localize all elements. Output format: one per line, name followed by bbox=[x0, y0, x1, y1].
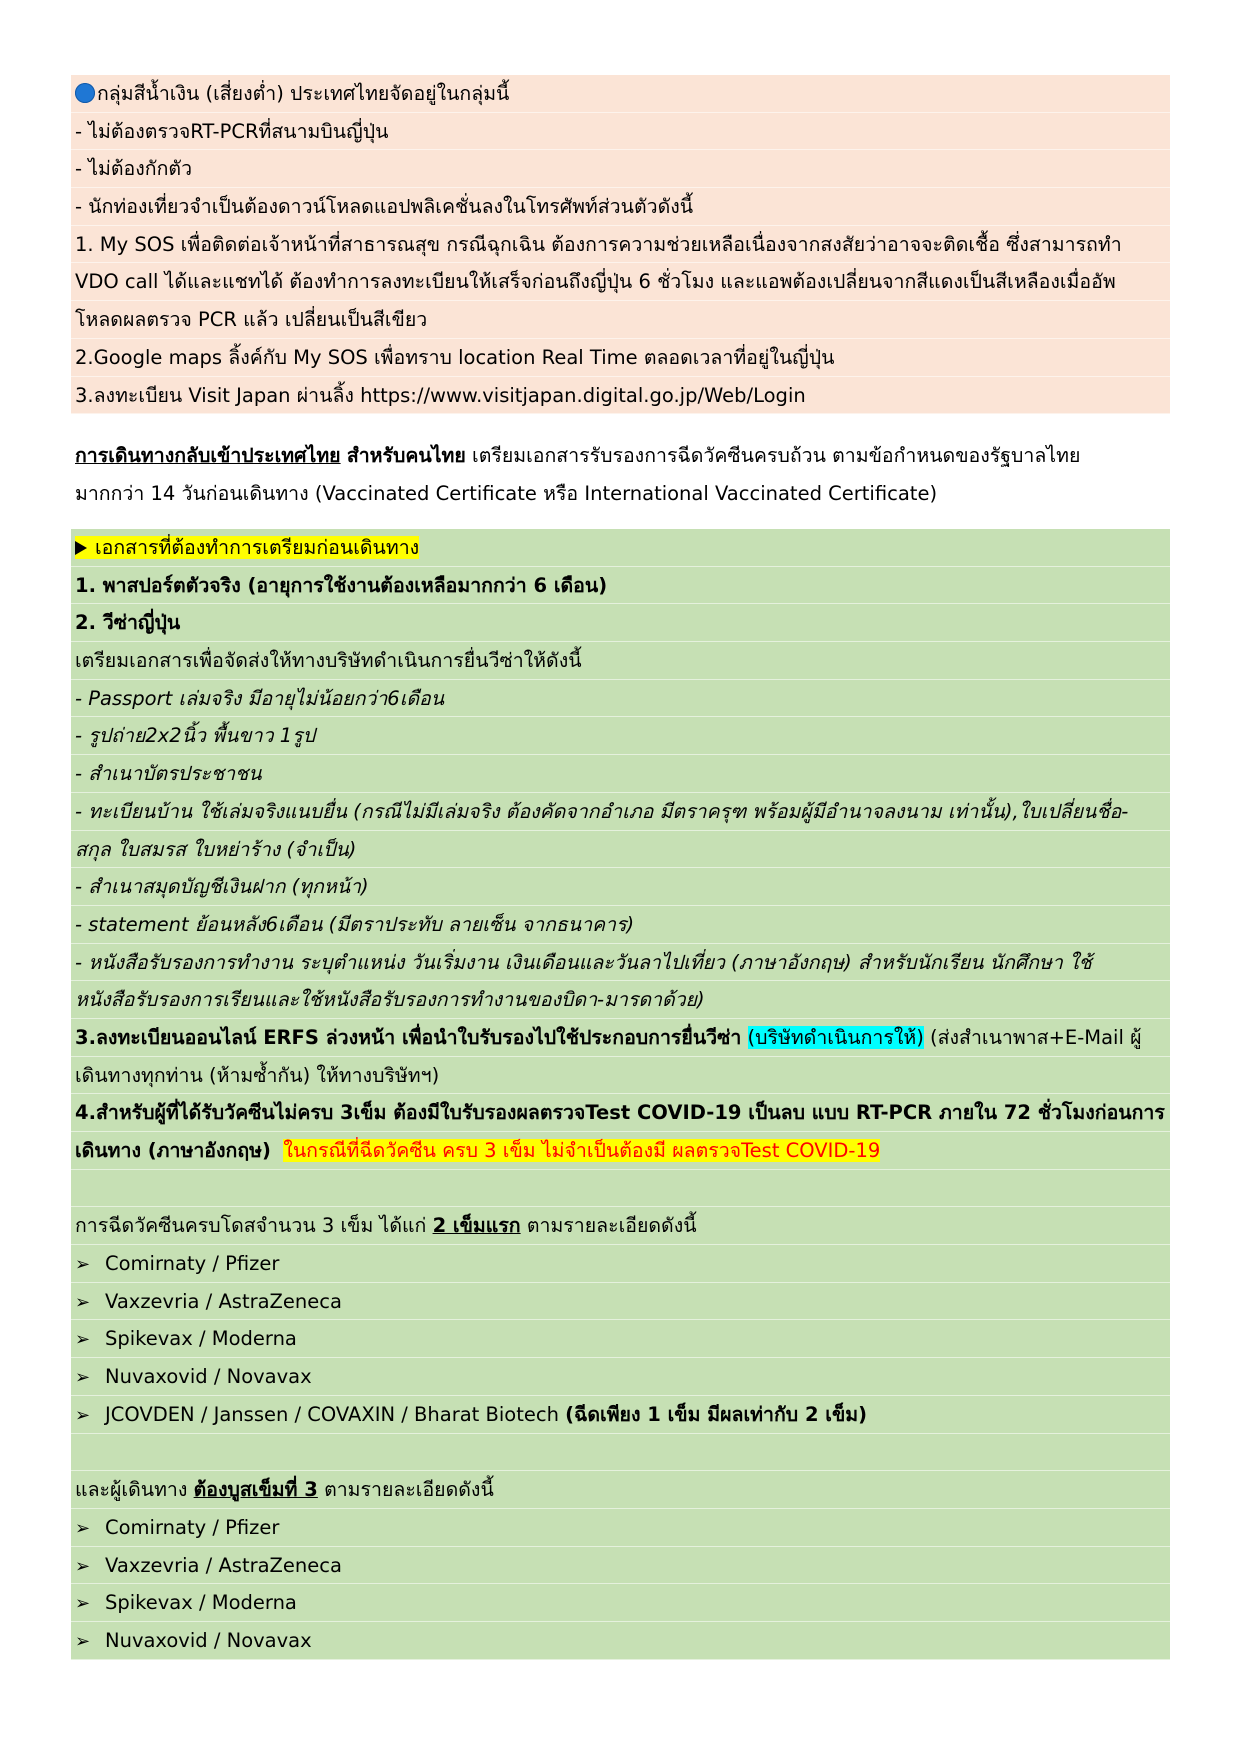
full-dose-intro-line bbox=[71, 1207, 1170, 1245]
return-line-2: มากกว่า 14 วันก่อนเดินทาง (Vaccinated Certificate หรือ International Vaccinated Certificate) bbox=[75, 481, 938, 505]
vaccine-name: Comirnaty / Pfizer bbox=[105, 1252, 280, 1276]
documents-header-line bbox=[71, 529, 1170, 567]
return-for-thai: สำหรับคนไทย bbox=[346, 444, 466, 467]
visa-item: 2. วีซ่าญี่ปุ่น bbox=[71, 604, 1170, 642]
covid-test-item-bold: เดินทาง (ภาษาอังกฤษ) bbox=[75, 1139, 271, 1162]
booster-item bbox=[71, 1584, 1170, 1622]
visa-doc-line: - สำเนาสมุดบัญชีเงินฝาก (ทุกหน้า) bbox=[71, 868, 1170, 906]
full-dose-tail: ตามรายละเอียดดังนี้ bbox=[526, 1214, 697, 1238]
erfs-item-line-2: เดินทางทุกท่าน (ห้ามซ้ำกัน) ให้ทางบริษัทฯ) bbox=[71, 1057, 1170, 1095]
triangle-bullet-icon bbox=[75, 541, 87, 555]
blue-group-line: - นักท่องเที่ยวจำเป็นต้องดาวน์โหลดแอปพลิเคชั่นลงในโทรศัพท์ส่วนตัวดังนี้ bbox=[71, 188, 1170, 226]
blue-group-line: โหลดผลตรวจ PCR แล้ว เปลี่ยนเป็นสีเขียว bbox=[71, 301, 1170, 339]
arrow-bullet-icon: ➢ bbox=[75, 1555, 91, 1577]
documents-section bbox=[71, 529, 1170, 1660]
erfs-item-bold: 3.ลงทะเบียนออนไลน์ ERFS ล่วงหน้า เพื่อนำใบรับรองไปใช้ประกอบการยื่นวีซ่า bbox=[75, 1025, 742, 1049]
blue-group-line: 3.ลงทะเบียน Visit Japan ผ่านลิ้ง https://www.visitjapan.digital.go.jp/Web/Login bbox=[71, 377, 1170, 415]
visa-doc-line: - statement ย้อนหลัง6เดือน (มีตราประทับ ลายเซ็น จากธนาคาร) bbox=[71, 906, 1170, 944]
covid-test-item-line-1: 4.สำหรับผู้ที่ได้รับวัคซีนไม่ครบ 3เข็ม ต้องมีใบรับรองผลตรวจTest COVID-19 เป็นลบ แบบ RT-PCR ภายใน 72 ชั่วโมงก่อนการ bbox=[71, 1094, 1170, 1132]
vaccine-name: JCOVDEN / Janssen / COVAXIN / Bharat Biotech bbox=[105, 1402, 559, 1426]
vaccine-item bbox=[71, 1358, 1170, 1396]
vaccine-item bbox=[71, 1320, 1170, 1358]
blue-group-line: VDO call ได้และแชทได้ ต้องทำการลงทะเบียนให้เสร็จก่อนถึงญี่ปุ่น 6 ชั่วโมง และแอพต้องเปลี่ยนจากสีแดงเป็นสีเหลืองเมื่ออัพ bbox=[71, 263, 1170, 301]
vaccine-name: Spikevax / Moderna bbox=[105, 1327, 297, 1351]
booster-item bbox=[71, 1509, 1170, 1547]
arrow-bullet-icon: ➢ bbox=[75, 1404, 91, 1426]
arrow-bullet-icon: ➢ bbox=[75, 1630, 91, 1652]
covid-test-exemption-note: ในกรณีที่ฉีดวัคซีน ครบ 3 เข็ม ไม่จำเป็นต้องมี ผลตรวจTest COVID-19 bbox=[283, 1139, 881, 1162]
return-to-thailand-paragraph bbox=[71, 437, 1170, 512]
vaccine-name: Vaxzevria / AstraZeneca bbox=[105, 1289, 342, 1313]
vaccine-item bbox=[71, 1396, 1170, 1434]
booster-intro-line bbox=[71, 1471, 1170, 1509]
booster-item bbox=[71, 1622, 1170, 1660]
visa-doc-line: หนังสือรับรองการเรียนและใช้หนังสือรับรองการทำงานของบิดา-มารดาด้วย) bbox=[71, 981, 1170, 1019]
arrow-bullet-icon: ➢ bbox=[75, 1367, 91, 1389]
erfs-item-rest: (ส่งสำเนาพาส+E-Mail ผู้ bbox=[930, 1025, 1142, 1049]
blue-circle-icon bbox=[75, 83, 95, 103]
arrow-bullet-icon: ➢ bbox=[75, 1254, 91, 1276]
full-dose-emph: 2 เข็มแรก bbox=[432, 1214, 521, 1238]
visa-doc-line: สกุล ใบสมรส ใบหย่าร้าง (จำเป็น) bbox=[71, 831, 1170, 869]
booster-emph: ต้องบูสเข็มที่ 3 bbox=[193, 1478, 318, 1502]
vaccine-name: Vaxzevria / AstraZeneca bbox=[105, 1553, 342, 1577]
blue-group-section bbox=[71, 75, 1170, 414]
visa-doc-line: - รูปถ่าย2x2นิ้ว พื้นขาว 1รูป bbox=[71, 717, 1170, 755]
vaccine-item bbox=[71, 1283, 1170, 1321]
arrow-bullet-icon: ➢ bbox=[75, 1517, 91, 1539]
vaccine-item bbox=[71, 1245, 1170, 1283]
blue-group-line: - ไม่ต้องกักตัว bbox=[71, 150, 1170, 188]
arrow-bullet-icon: ➢ bbox=[75, 1329, 91, 1351]
passport-item: 1. พาสปอร์ตตัวจริง (อายุการใช้งานต้องเหลือมากกว่า 6 เดือน) bbox=[71, 567, 1170, 605]
blank-line bbox=[71, 1434, 1170, 1472]
documents-header-text: เอกสารที่ต้องทำการเตรียมก่อนเดินทาง bbox=[95, 536, 420, 559]
vaccine-name: Spikevax / Moderna bbox=[105, 1591, 297, 1615]
visa-intro: เตรียมเอกสารเพื่อจัดส่งให้ทางบริษัทดำเนินการยื่นวีซ่าให้ดังนี้ bbox=[71, 642, 1170, 680]
arrow-bullet-icon: ➢ bbox=[75, 1291, 91, 1313]
erfs-item-line-1 bbox=[71, 1019, 1170, 1057]
blue-group-title: กลุ่มสีน้ำเงิน (เสี่ยงต่ำ) ประเทศไทยจัดอยู่ในกลุ่มนี้ bbox=[97, 82, 510, 105]
visa-doc-line: - Passport เล่มจริง มีอายุไม่น้อยกว่า6เดือน bbox=[71, 680, 1170, 718]
arrow-bullet-icon: ➢ bbox=[75, 1593, 91, 1615]
blank-line bbox=[71, 1170, 1170, 1208]
full-dose-intro: การฉีดวัคซีนครบโดสจำนวน 3 เข็ม ได้แก่ bbox=[75, 1214, 427, 1238]
blue-group-line: 1. My SOS เพื่อติดต่อเจ้าหน้าที่สาธารณสุข กรณีฉุกเฉิน ต้องการความช่วยเหลือเนื่องจากสงสัยว่าอาจจะติดเชื้อ ซึ่งสามารถทำ bbox=[71, 226, 1170, 264]
vaccine-name: Nuvaxovid / Novavax bbox=[105, 1628, 312, 1652]
covid-test-item-line-2 bbox=[71, 1132, 1170, 1170]
blue-group-line: 2.Google maps ลิ้งค์กับ My SOS เพื่อทราบ location Real Time ตลอดเวลาที่อยู่ในญี่ปุ่น bbox=[71, 339, 1170, 377]
blue-group-title-line bbox=[71, 75, 1170, 113]
visa-doc-line: - สำเนาบัตรประชาชน bbox=[71, 755, 1170, 793]
return-heading: การเดินทางกลับเข้าประเทศไทย bbox=[75, 444, 341, 467]
blue-group-line: - ไม่ต้องตรวจRT-PCRที่สนามบินญี่ปุ่น bbox=[71, 113, 1170, 151]
booster-intro: และผู้เดินทาง bbox=[75, 1478, 188, 1502]
erfs-company-note: (บริษัทดำเนินการให้) bbox=[747, 1025, 924, 1049]
booster-item bbox=[71, 1547, 1170, 1585]
vaccine-name: Nuvaxovid / Novavax bbox=[105, 1365, 312, 1389]
return-line-1 bbox=[71, 437, 1170, 475]
documents-header bbox=[75, 536, 419, 559]
vaccine-name: Comirnaty / Pfizer bbox=[105, 1515, 280, 1539]
return-line1-rest: เตรียมเอกสารรับรองการฉีดวัคซีนครบถ้วน ตามข้อกำหนดของรัฐบาลไทย bbox=[472, 444, 1081, 467]
single-dose-note: (ฉีดเพียง 1 เข็ม มีผลเท่ากับ 2 เข็ม) bbox=[565, 1402, 868, 1426]
booster-tail: ตามรายละเอียดดังนี้ bbox=[324, 1478, 494, 1502]
visa-doc-line: - ทะเบียนบ้าน ใช้เล่มจริงแนบยื่น (กรณีไม่มีเล่มจริง ต้องคัดจากอำเภอ มีตราครุฑ พร้อมผู้มีอำนาจลงนาม เท่านั้น),ใบเปลี่ยนชื่อ- bbox=[71, 793, 1170, 831]
visa-doc-line: - หนังสือรับรองการทำงาน ระบุตำแหน่ง วันเริ่มงาน เงินเดือนและวันลาไปเที่ยว (ภาษาอังกฤษ) สำหรับนักเรียน นักศึกษา ใช้ bbox=[71, 944, 1170, 982]
